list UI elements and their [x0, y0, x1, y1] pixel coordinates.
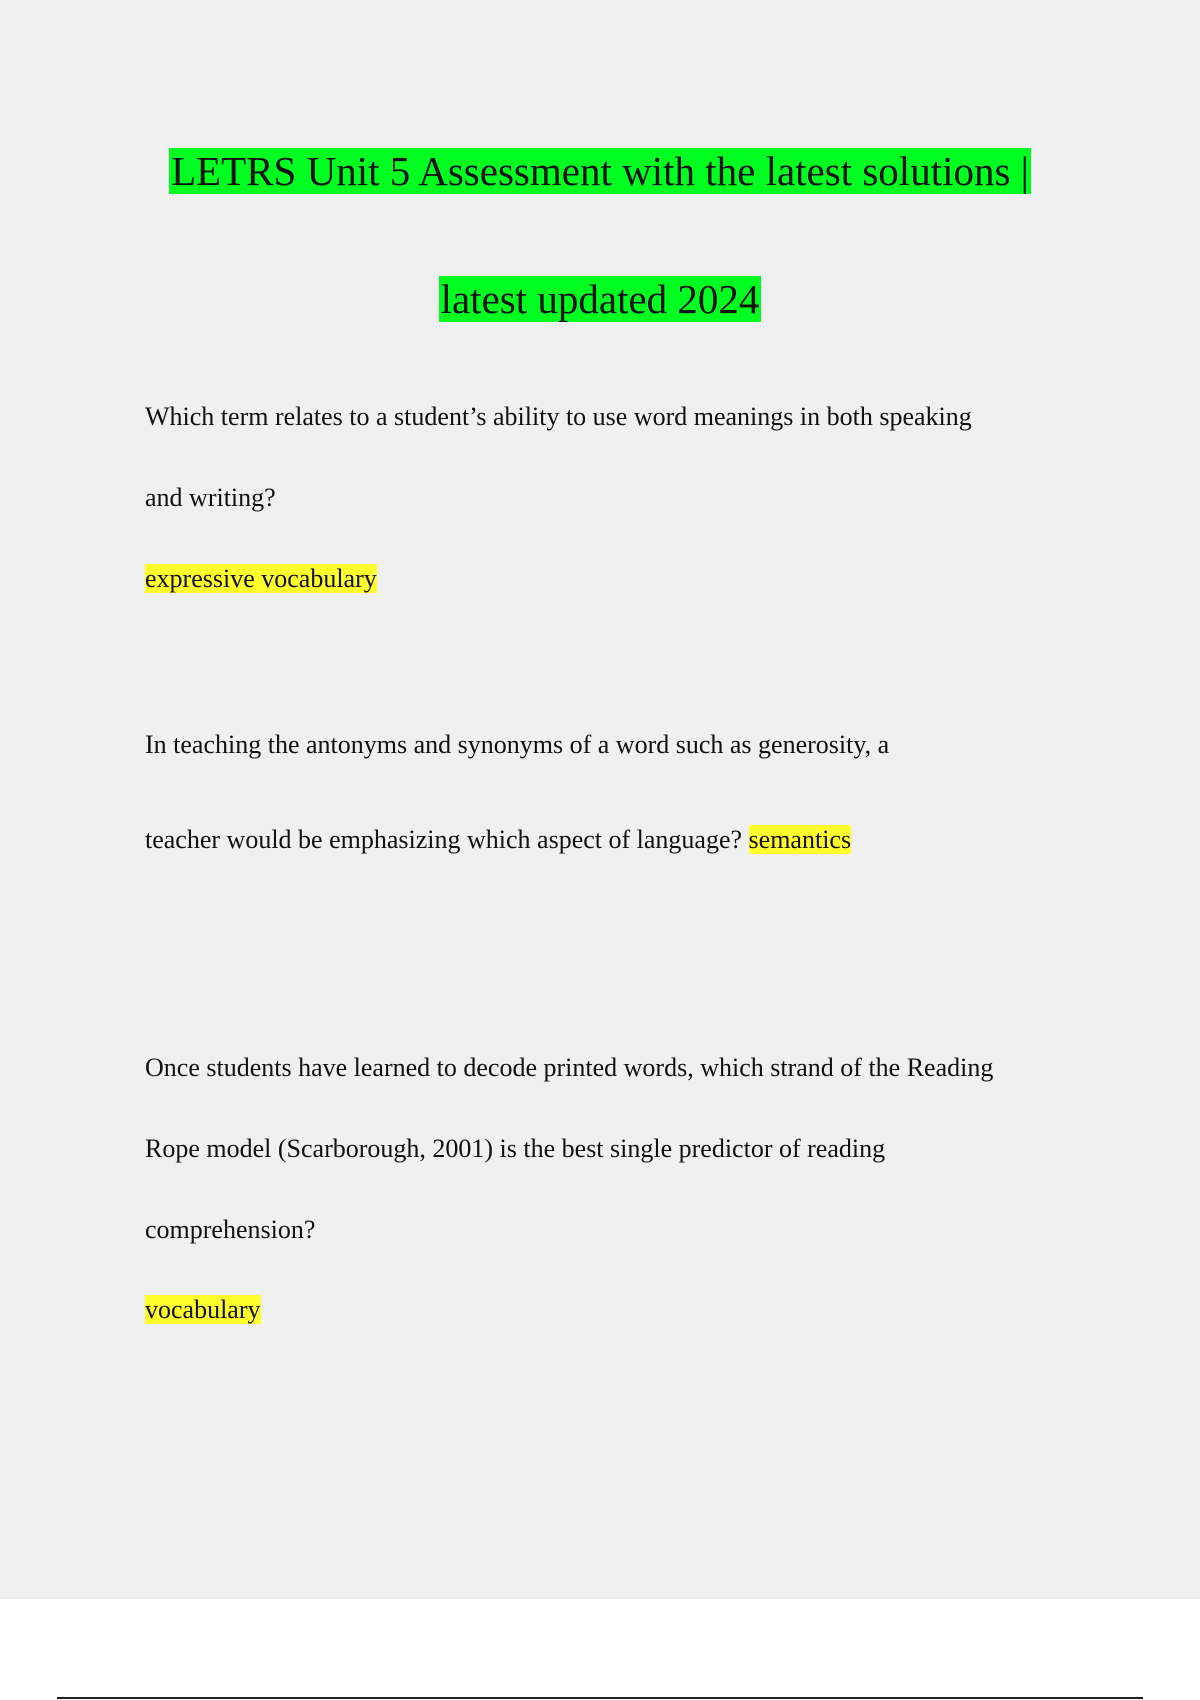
question-2-line-2 — [145, 824, 851, 856]
answer-3-line — [145, 1294, 261, 1326]
question-2-line-1: In teaching the antonyms and synonyms of a word such as generosity, a — [145, 730, 890, 759]
footer-divider — [57, 1697, 1143, 1699]
answer-1-line — [145, 563, 377, 595]
question-3-line-3: comprehension? — [145, 1215, 316, 1244]
question-2-text: teacher would be emphasizing which aspect of language? — [145, 825, 743, 854]
answer-2: semantics — [748, 825, 852, 854]
question-1-line-1: Which term relates to a student’s ability to use word meanings in both speaking — [145, 402, 972, 431]
question-3-line-2: Rope model (Scarborough, 2001) is the best single predictor of reading — [145, 1134, 886, 1163]
title-line-2 — [0, 273, 1200, 325]
answer-1: expressive vocabulary — [145, 564, 377, 593]
question-1-line-2: and writing? — [145, 483, 276, 512]
title-text-1: LETRS Unit 5 Assessment with the latest solutions | — [171, 148, 1029, 194]
answer-3: vocabulary — [145, 1295, 261, 1324]
question-3-line-1: Once students have learned to decode printed words, which strand of the Reading — [145, 1053, 994, 1082]
title-text-2: latest updated 2024 — [440, 276, 760, 322]
title-line-1 — [0, 145, 1200, 197]
